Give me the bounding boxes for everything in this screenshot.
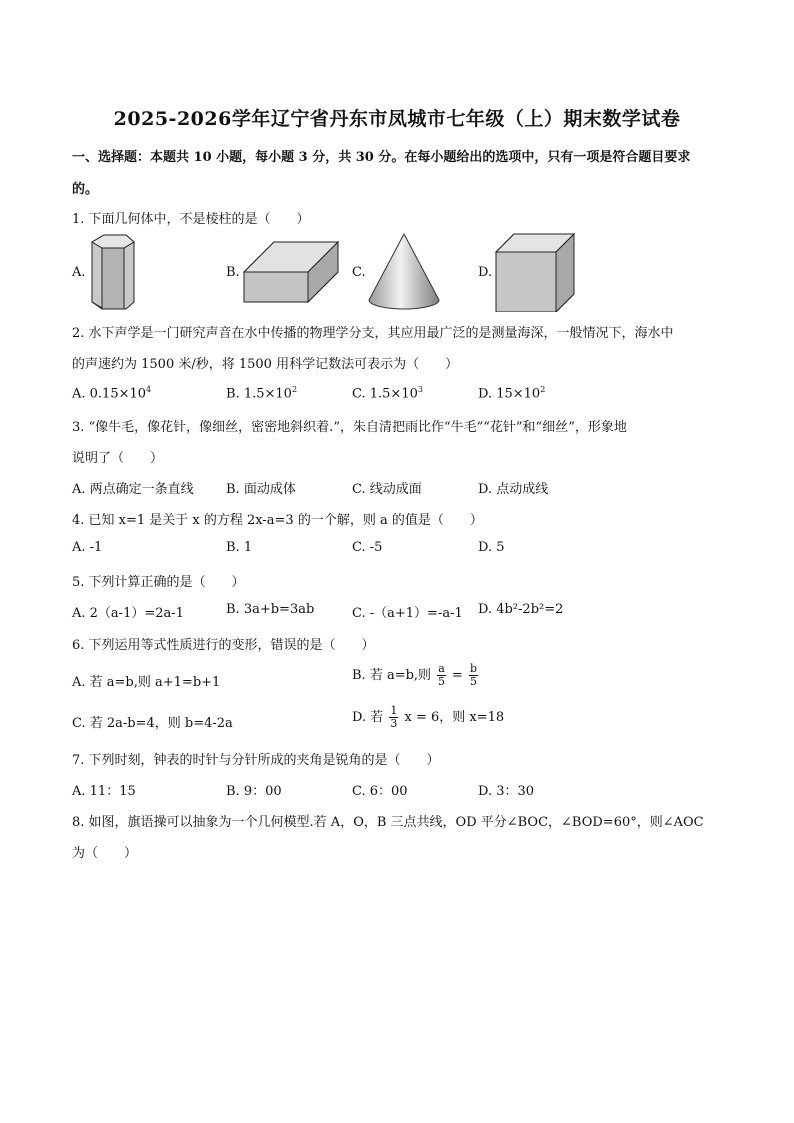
q3-option-c: C. 线动成面 [352,482,422,497]
section-header-cont: 的。 [72,182,99,197]
q7-option-d: D. 3：30 [478,784,535,799]
q5-option-d: D. 4b²-2b²=2 [478,602,564,617]
page-title: 2025-2026学年辽宁省丹东市凤城市七年级（上）期末数学试卷 [113,108,681,130]
cone-icon [366,232,442,312]
question-2-stem: 2. 水下声学是一门研究声音在水中传播的物理学分支，其应用最广泛的是测量海深，一般情况下，海水中 [72,326,674,341]
q7-option-b: B. 9：00 [226,784,282,799]
q1-option-d-label: D. [478,265,493,280]
q4-option-c: C. -5 [352,540,383,555]
question-5-stem: 5. 下列计算正确的是（ ） [72,575,245,590]
q3-option-d: D. 点动成线 [478,482,549,497]
q3-option-a: A. 两点确定一条直线 [72,482,194,497]
q1-option-b-label: B. [226,265,240,280]
question-6-stem: 6. 下列运用等式性质进行的变形，错误的是（ ） [72,638,375,653]
q2-option-d: D. $15\times 10^2$ [478,385,546,402]
q3-option-b: B. 面动成体 [226,482,296,497]
q6-option-d: D. 若 $\frac{1}{3}$ x = 6，则 x=18 [352,704,505,730]
q1-option-a-label: A. [72,265,86,280]
cuboid-icon [240,238,340,306]
q4-option-d: D. 5 [478,540,505,555]
question-3-stem-cont: 说明了（ ） [72,451,164,466]
q5-option-b: B. 3a+b=3ab [226,602,315,617]
q7-option-c: C. 6：00 [352,784,408,799]
question-8-stem-cont: 为（ ） [72,846,138,861]
q2-option-c: C. $1.5\times 10^3$ [352,385,423,402]
q6-option-a: A. 若 a=b,则 a+1=b+1 [72,675,221,690]
question-1-stem: 1. 下面几何体中，不是棱柱的是（ ） [72,212,310,227]
q4-option-b: B. 1 [226,540,253,555]
q2-option-b: B. $1.5\times 10^2$ [226,385,298,402]
question-8-stem: 8. 如图，旗语操可以抽象为一个几何模型.若 A，O，B 三点共线，OD 平分∠BOC，∠BOD=60°，则∠AOC [72,815,704,830]
question-2-stem-cont: 的声速约为 1500 米/秒，将 1500 用科学记数法可表示为（ ） [72,357,459,372]
q1-option-c-label: C. [352,265,366,280]
q4-option-a: A. -1 [72,540,103,555]
q6-option-c: C. 若 2a-b=4，则 b=4-2a [72,716,233,731]
section-header: 一、选择题：本题共 10 小题，每小题 3 分，共 30 分。在每小题给出的选项中，只有一项是符合题目要求 [72,150,691,165]
question-4-stem: 4. 已知 x=1 是关于 x 的方程 2x-a=3 的一个解，则 a 的值是（ ） [72,513,483,528]
hexagonal-prism-icon [86,232,138,312]
q5-option-c: C. -（a+1）=-a-1 [352,606,463,621]
q2-option-a: A. $0.15\times 10^4$ [72,385,152,402]
q5-option-a: A. 2（a-1）=2a-1 [72,606,184,621]
question-3-stem: 3. “像牛毛，像花针，像细丝，密密地斜织着.”，朱自清把雨比作“牛毛”“花针”和“细丝”，形象地 [72,420,627,435]
q7-option-a: A. 11：15 [72,784,136,799]
cube-icon [492,232,576,312]
q6-option-b: B. 若 a=b,则 $\frac{a}{5}$ = $\frac{b}{5}$ [352,662,477,688]
question-7-stem: 7. 下列时刻，钟表的时针与分针所成的夹角是锐角的是（ ） [72,753,440,768]
